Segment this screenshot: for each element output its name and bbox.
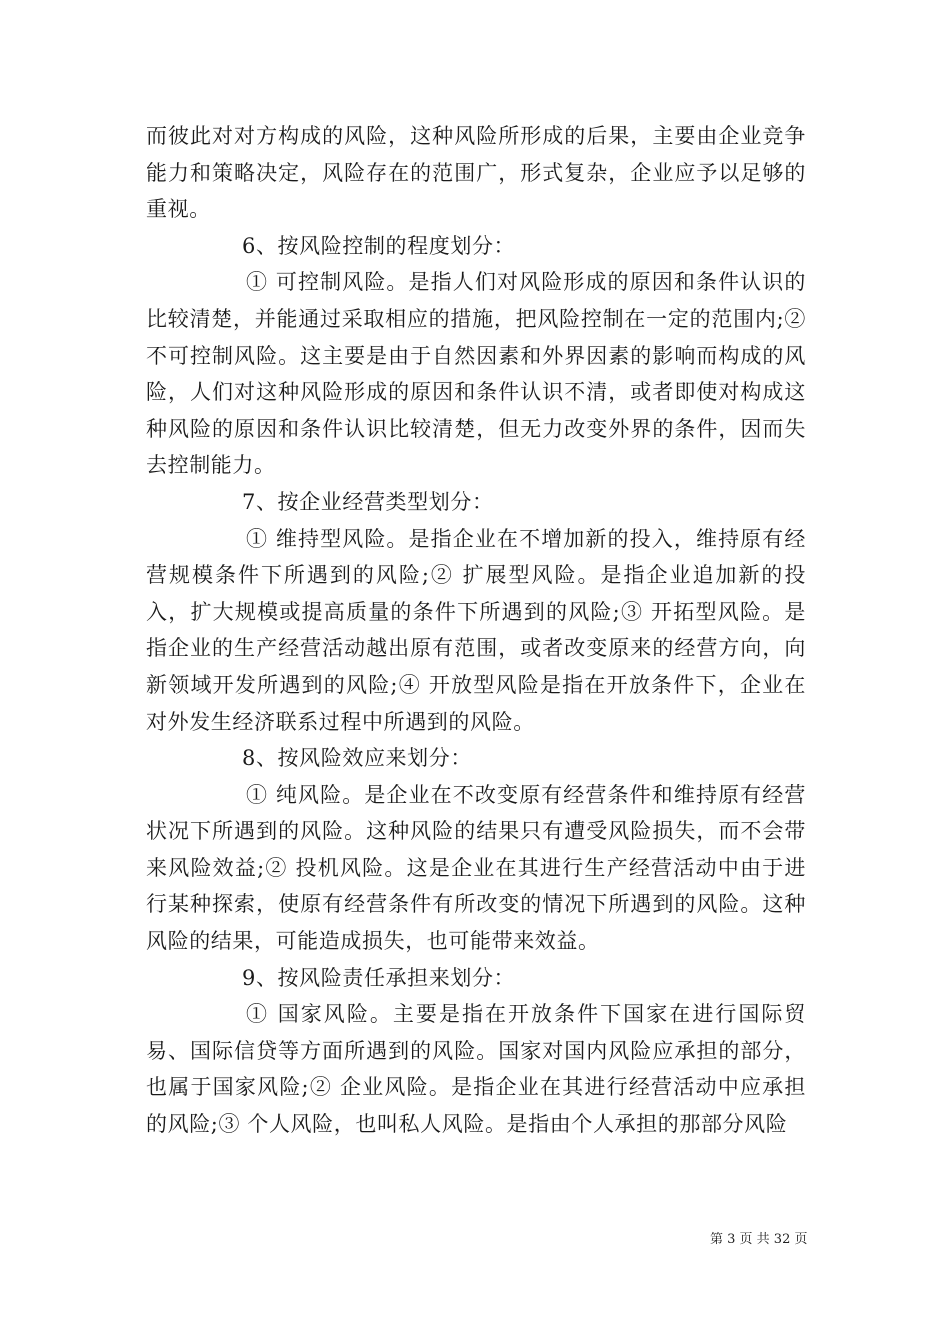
section-heading-9: 9、按风险责任承担来划分： — [242, 965, 516, 990]
section-heading-7: 7、按企业经营类型划分： — [242, 489, 494, 514]
paragraph-control-degree: ① 可控制风险。是指人们对风险形成的原因和条件认识的比较清楚，并能通过采取相应的措施，把风险控制在一定的范围内;② 不可控制风险。这主要是由于自然因素和外界因素的影响而构成的风险，人们对这种风险形成的原因和条件认识不清，或者即使对构成这种风险的原因和条件认识比较清楚，但无力改变外界的条件，因而失去控制能力。 — [146, 270, 806, 478]
document-body — [146, 118, 806, 1143]
paragraph-risk-responsibility: ① 国家风险。主要是指在开放条件下国家在进行国际贸易、国际信贷等方面所遇到的风险。国家对国内风险应承担的部分，也属于国家风险;② 企业风险。是指企业在其进行经营活动中应承担的风险;③ 个人风险，也叫私人风险。是指由个人承担的那部分风险 — [146, 1002, 806, 1137]
paragraph-operation-type: ① 维持型风险。是指企业在不增加新的投入，维持原有经营规模条件下所遇到的风险;② 扩展型风险。是指企业追加新的投入，扩大规模或提高质量的条件下所遇到的风险;③ 开拓型风险。是指企业的生产经营活动越出原有范围，或者改变原来的经营方向，向新领域开发所遇到的风险;④ 开放型风险是指在开放条件下，企业在对外发生经济联系过程中所遇到的风险。 — [146, 526, 806, 734]
section-heading-6: 6、按风险控制的程度划分： — [242, 233, 516, 258]
paragraph-risk-effect: ① 纯风险。是企业在不改变原有经营条件和维持原有经营状况下所遇到的风险。这种风险的结果只有遭受风险损失，而不会带来风险效益;② 投机风险。这是企业在其进行生产经营活动中由于进行某种探索，使原有经营条件有所改变的情况下所遇到的风险。这种风险的结果，可能造成损失，也可能带来效益。 — [146, 782, 806, 954]
page-number-footer: 第 3 页 共 32 页 — [710, 1232, 808, 1247]
section-heading-8: 8、按风险效应来划分： — [242, 746, 472, 771]
paragraph-continuation: 而彼此对对方构成的风险，这种风险所形成的后果，主要由企业竞争能力和策略决定，风险存在的范围广，形式复杂，企业应予以足够的重视。 — [146, 124, 806, 222]
